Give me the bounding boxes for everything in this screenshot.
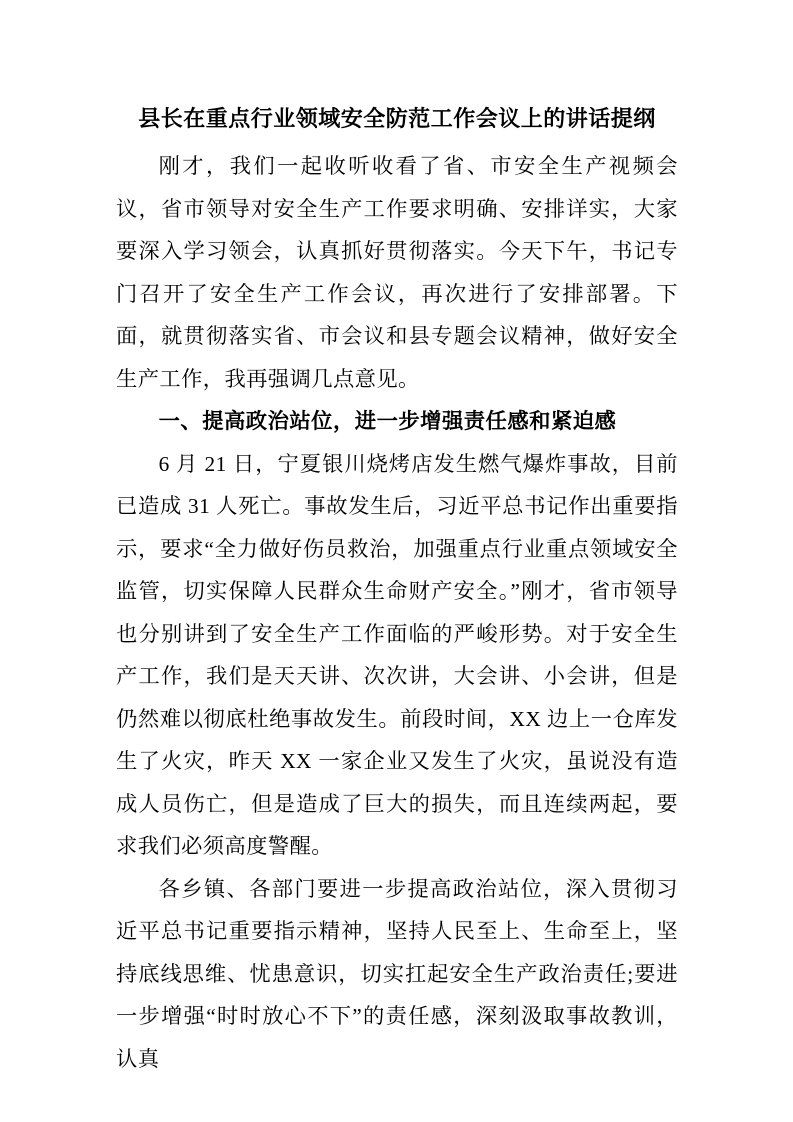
document-title: 县长在重点行业领域安全防范工作会议上的讲话提纲	[138, 106, 656, 131]
intro-paragraph: 刚才，我们一起收听收看了省、市安全生产视频会议，省市领导对安全生产工作要求明确、安排详实，大家要深入学习领会，认真抓好贯彻落实。今天下午，书记专门召开了安全生产工作会议，再次进行了安排部署。下面，就贯彻落实省、市会议和县专题会议精神，做好安全生产工作，我再强调几点意见。	[116, 154, 678, 391]
section-1-paragraph-2: 各乡镇、各部门要进一步提高政治站位，深入贯彻习近平总书记重要指示精神，坚持人民至上、生命至上，坚持底线思维、忧患意识，切实扛起安全生产政治责任;要进一步增强“时时放心不下”的责任感，深刻汲取事故教训，认真	[116, 876, 678, 1071]
section-1-paragraph-1: 6 月 21 日，宁夏银川烧烤店发生燃气爆炸事故，目前已造成 31 人死亡。事故发生后，习近平总书记作出重要指示，要求“全力做好伤员救治，加强重点行业重点领域安全监管，切实保障人民群众生命财产安全。”刚才，省市领导也分别讲到了安全生产工作面临的严峻形势。对于安全生产工作，我们是天天讲、次次讲，大会讲、小会讲，但是仍然难以彻底杜绝事故发生。前段时间，XX 边上一仓库发生了火灾，昨天 XX 一家企业又发生了火灾，虽说没有造成人员伤亡，但是造成了巨大的损失，而且连续两起，要求我们必须高度警醒。	[116, 451, 678, 858]
section-1-heading: 一、提高政治站位，进一步增强责任感和紧迫感	[158, 409, 617, 433]
